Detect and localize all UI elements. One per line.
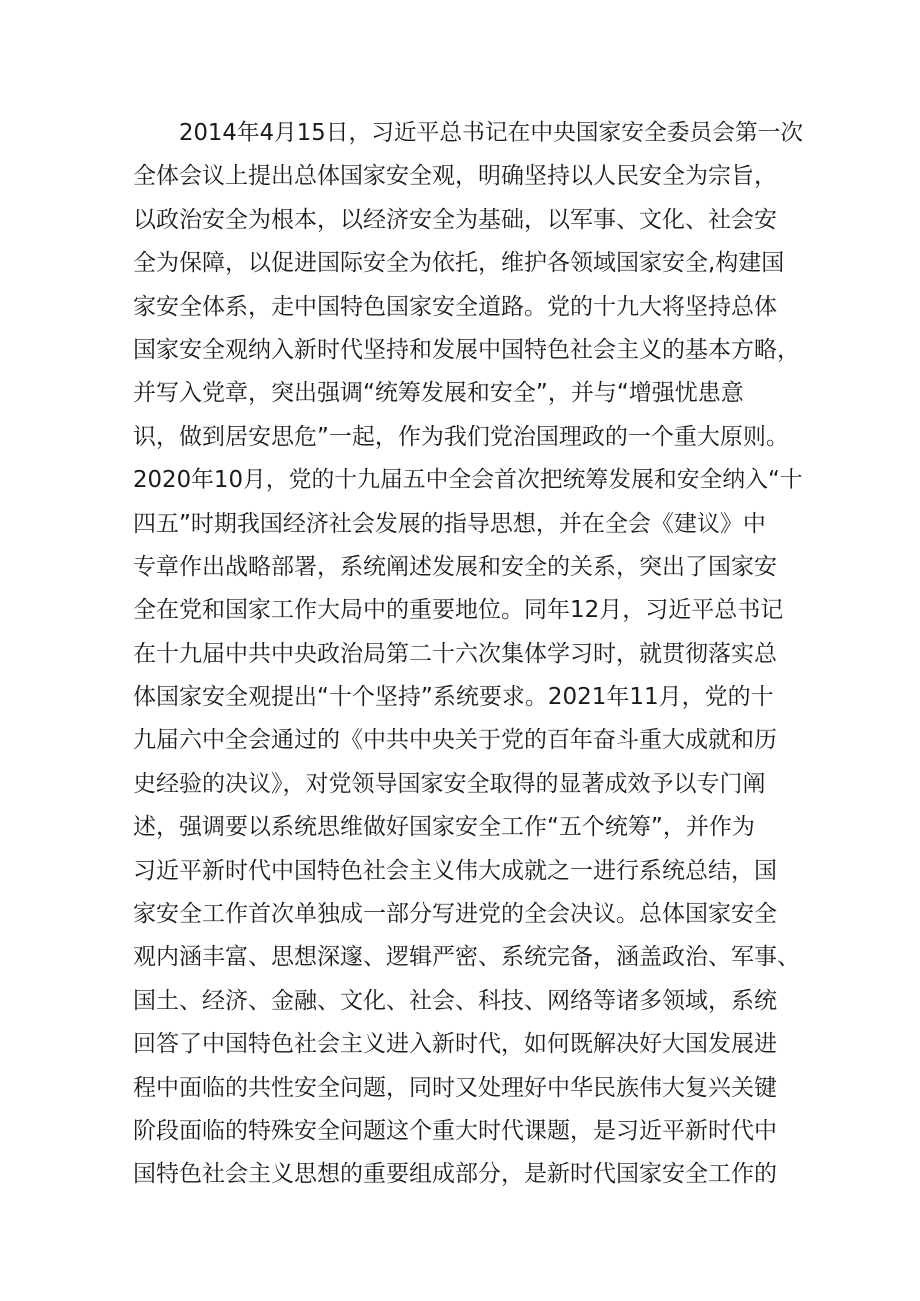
text-line: 阶段面临的特殊安全问题这个重大时代课题，是习近平新时代中 [133,1117,777,1144]
text-line: 四五”时期我国经济社会发展的指导思想，并在全会《建议》中 [133,510,766,537]
text-line: 家安全体系，走中国特色国家安全道路。党的十九大将坚持总体 [133,293,777,320]
text-line: 国土、经济、金融、文化、社会、科技、网络等诸多领域，系统 [133,987,777,1014]
text-line: 并写入党章，突出强调“统筹发展和安全”，并与“增强忧患意 [133,380,744,407]
text-line: 2020年10月，党的十九届五中全会首次把统筹发展和安全纳入“十 [133,467,803,494]
text-line: 全体会议上提出总体国家安全观，明确坚持以人民安全为宗旨， [133,163,777,190]
text-line: 习近平新时代中国特色社会主义伟大成就之一进行系统总结，国 [133,857,777,884]
text-line: 以政治安全为根本，以经济安全为基础，以军事、文化、社会安 [133,206,777,233]
body-paragraph [133,112,803,1197]
text-line: 九届六中全会通过的《中共中央关于党的百年奋斗重大成就和历 [133,727,777,754]
text-line: 程中面临的共性安全问题，同时又处理好中华民族伟大复兴关键 [133,1074,777,1101]
text-line: 国特色社会主义思想的重要组成部分，是新时代国家安全工作的 [133,1161,777,1188]
text-line: 史经验的决议》，对党领导国家安全取得的显著成效予以专门阐 [133,770,766,797]
text-line: 国家安全观纳入新时代坚持和发展中国特色社会主义的基本方略， [133,336,800,363]
text-line: 全在党和国家工作大局中的重要地位。同年12月，习近平总书记 [133,597,784,624]
text-line: 全为保障，以促进国际安全为依托，维护各领域国家安全,构建国 [133,250,785,277]
text-line: 观内涵丰富、思想深邃、逻辑严密、系统完备，涵盖政治、军事、 [133,944,800,971]
text-line: 2014年4月15日，习近平总书记在中央国家安全委员会第一次 [179,120,804,146]
text-line: 述，强调要以系统思维做好国家安全工作“五个统筹”，并作为 [133,814,755,841]
text-line: 家安全工作首次单独成一部分写进党的全会决议。总体国家安全 [133,901,777,928]
text-line: 回答了中国特色社会主义进入新时代，如何既解决好大国发展进 [133,1031,777,1058]
text-line: 专章作出战略部署，系统阐述发展和安全的关系，突出了国家安 [133,553,777,580]
text-line: 在十九届中共中央政治局第二十六次集体学习时，就贯彻落实总 [133,640,777,667]
text-line: 识，做到居安思危”一起，作为我们党治国理政的一个重大原则。 [133,423,789,450]
text-line: 体国家安全观提出“十个坚持”系统要求。2021年11月，党的十 [133,684,774,711]
